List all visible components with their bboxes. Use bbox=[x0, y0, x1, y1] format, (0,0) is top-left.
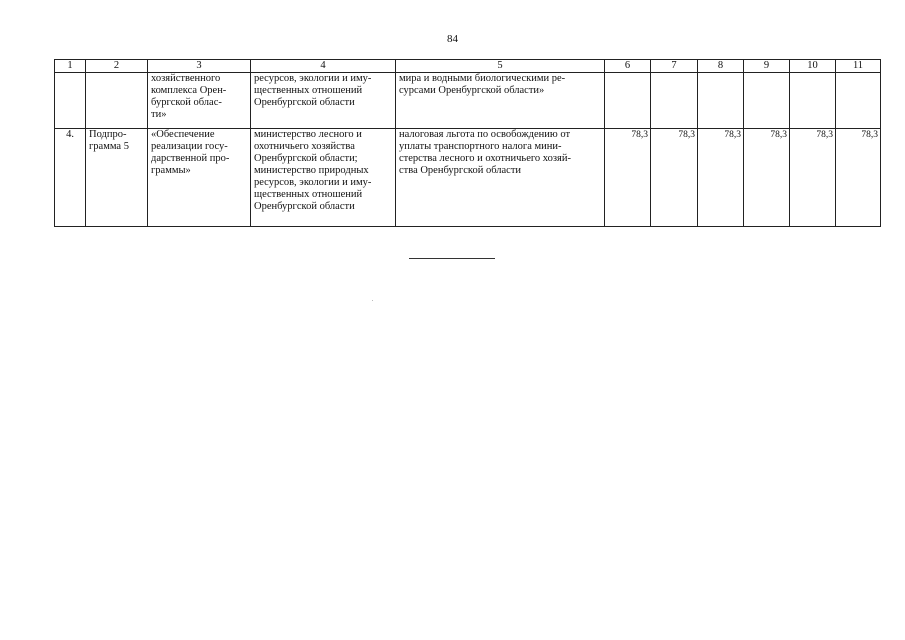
cell-line: щественных отношений bbox=[254, 85, 363, 96]
value-cell bbox=[836, 73, 881, 129]
column-header: 3 bbox=[148, 60, 251, 73]
cell-line: министерство лесного и bbox=[254, 129, 362, 140]
value-cell bbox=[744, 73, 790, 129]
responsible-cell bbox=[251, 129, 396, 227]
cell-line: уплаты транспортного налога мини- bbox=[399, 141, 562, 152]
title-cell bbox=[148, 129, 251, 227]
cell-line: Подпро- bbox=[89, 129, 127, 140]
cell-line: Оренбургской области bbox=[254, 97, 355, 108]
cell-line: налоговая льгота по освобождению от bbox=[399, 129, 571, 140]
header-row bbox=[55, 60, 881, 73]
cell-line: Оренбургской области bbox=[254, 201, 355, 212]
cell-line: ства Оренбургской области bbox=[399, 165, 522, 176]
cell-line: мира и водными биологическими ре- bbox=[399, 73, 566, 84]
subprogram-cell bbox=[86, 73, 148, 129]
cell-line: дарственной про- bbox=[151, 153, 230, 164]
table-row bbox=[55, 129, 881, 227]
cell-line: хозяйственного bbox=[151, 73, 221, 84]
description-cell bbox=[396, 129, 605, 227]
value-cell: 78,3 bbox=[605, 129, 651, 227]
value-cell bbox=[651, 73, 698, 129]
value-cell bbox=[698, 73, 744, 129]
column-header: 6 bbox=[605, 60, 651, 73]
title-cell bbox=[148, 73, 251, 129]
cell-line: «Обеспечение bbox=[151, 129, 215, 140]
cell-line: комплекса Орен- bbox=[151, 85, 227, 96]
cell-line: охотничьего хозяйства bbox=[254, 141, 355, 152]
cell-line: реализации госу- bbox=[151, 141, 228, 152]
row-number-cell: 4. bbox=[55, 129, 86, 227]
cell-line: граммы» bbox=[151, 165, 191, 176]
value-cell: 78,3 bbox=[744, 129, 790, 227]
cell-line: стерства лесного и охотничьего хозяй- bbox=[399, 153, 571, 164]
cell-line: ресурсов, экологии и иму- bbox=[254, 177, 372, 188]
column-header: 4 bbox=[251, 60, 396, 73]
cell-line: сурсами Оренбургской области» bbox=[399, 85, 545, 96]
description-cell bbox=[396, 73, 605, 129]
cell-line: министерство природных bbox=[254, 165, 369, 176]
column-header: 2 bbox=[86, 60, 148, 73]
cell-line: щественных отношений bbox=[254, 189, 363, 200]
column-header: 5 bbox=[396, 60, 605, 73]
column-header: 9 bbox=[744, 60, 790, 73]
column-header: 11 bbox=[836, 60, 881, 73]
column-header: 1 bbox=[55, 60, 86, 73]
responsible-cell bbox=[251, 73, 396, 129]
value-cell: 78,3 bbox=[790, 129, 836, 227]
cell-line: ти» bbox=[151, 109, 167, 120]
cell-line: Оренбургской области; bbox=[254, 153, 358, 164]
page-number: 84 bbox=[447, 33, 458, 45]
column-header: 7 bbox=[651, 60, 698, 73]
program-table bbox=[54, 59, 881, 227]
row-number-cell bbox=[55, 73, 86, 129]
value-cell: 78,3 bbox=[698, 129, 744, 227]
scan-speck bbox=[372, 300, 373, 301]
value-cell: 78,3 bbox=[651, 129, 698, 227]
end-rule bbox=[409, 258, 495, 259]
value-cell: 78,3 bbox=[836, 129, 881, 227]
column-header: 8 bbox=[698, 60, 744, 73]
value-cell bbox=[790, 73, 836, 129]
cell-line: грамма 5 bbox=[89, 141, 129, 152]
cell-line: ресурсов, экологии и иму- bbox=[254, 73, 372, 84]
table-row bbox=[55, 73, 881, 129]
cell-line: бургской облас- bbox=[151, 97, 222, 108]
column-header: 10 bbox=[790, 60, 836, 73]
value-cell bbox=[605, 73, 651, 129]
subprogram-cell bbox=[86, 129, 148, 227]
